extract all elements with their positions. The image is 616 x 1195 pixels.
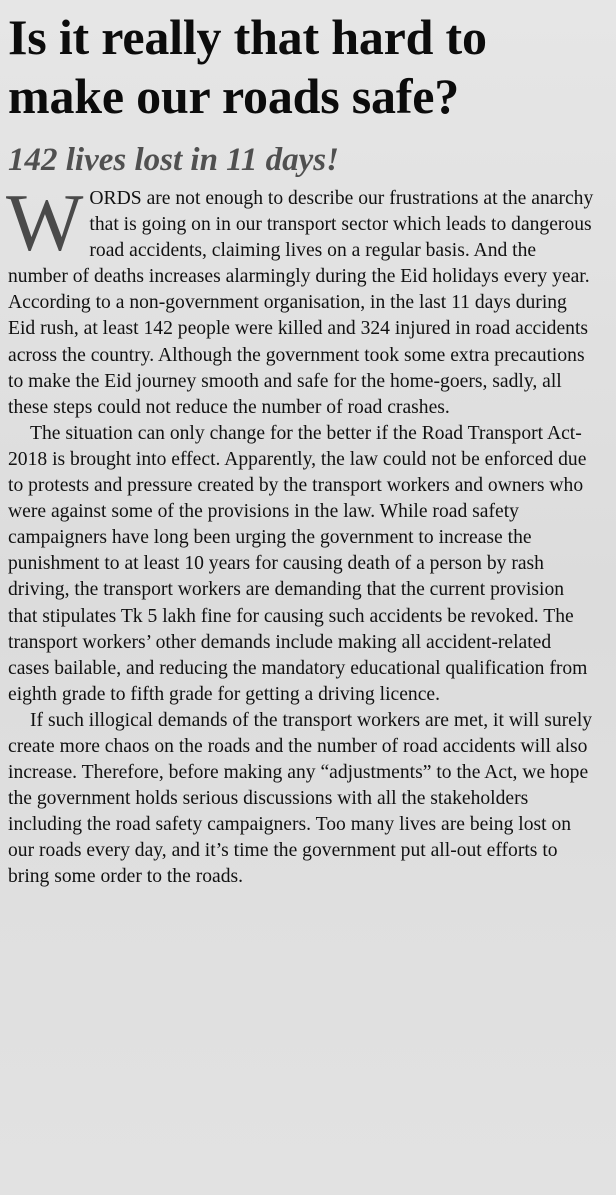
article-body bbox=[6, 177, 596, 891]
paragraph-1 bbox=[6, 177, 596, 421]
drop-cap: W bbox=[6, 177, 84, 268]
headline: Is it really that hard to make our roads safe? bbox=[8, 9, 487, 124]
paragraph-3: If such illogical demands of the transport workers are met, it will surely create more chaos on the roads and the number of road accidents will also increase. Therefore, before making any “adjustments” to the Act, we hope the government holds serious discussions with all the stakeholders including the road safety campaigners. Too many lives are being lost on our roads every day, and it’s time the government put all-out efforts to bring some order to the roads. bbox=[8, 709, 593, 888]
paragraph-2: The situation can only change for the better if the Road Transport Act-2018 is brought into effect. Apparently, the law could not be enforced due to protests and pressure created by the transport workers and owners who were against some of the provisions in the law. While road safety campaigners have long been urging the government to increase the punishment to at least 10 years for causing death of a person by rash driving, the transport workers are demanding that the current provision that stipulates Tk 5 lakh fine for causing such accidents be revoked. The transport workers’ other demands include making all accident-related cases bailable, and reducing the mandatory educational qualification from eighth grade to fifth grade for getting a driving licence. bbox=[8, 422, 588, 705]
subheadline: 142 lives lost in 11 days! bbox=[8, 142, 339, 178]
paragraph-1-text: ORDS are not enough to describe our frustrations at the anarchy that is going on in our transport sector which leads to dangerous road accidents, claiming lives on a regular basis. And the number of deaths increases alarmingly during the Eid holidays every year. According to a non-government organisation, in the last 11 days during Eid rush, at least 142 people were killed and 324 injured in road accidents across the country. Although the government took some extra precautions to make the Eid journey smooth and safe for the home-goers, sadly, all these steps could not reduce the number of road crashes. bbox=[8, 188, 594, 418]
